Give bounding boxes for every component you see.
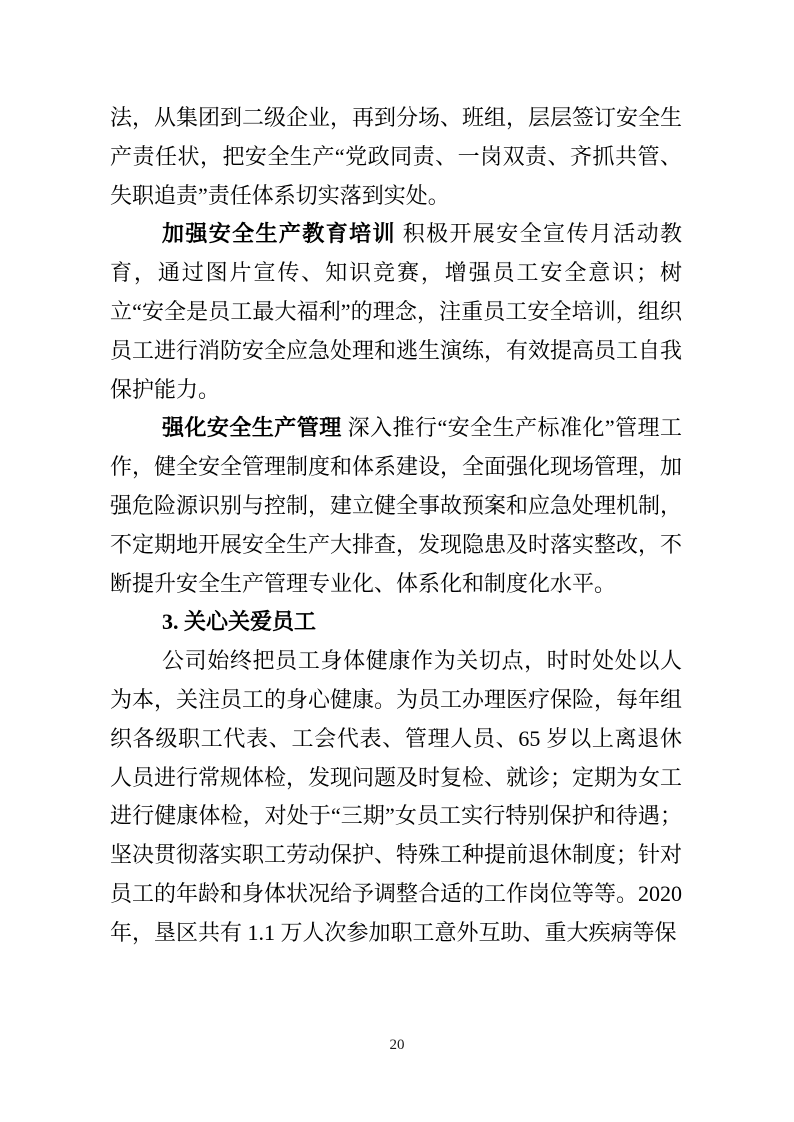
paragraph bbox=[110, 642, 682, 952]
page-number: 20 bbox=[389, 1037, 405, 1053]
paragraph bbox=[110, 99, 682, 215]
text-run: 法，从集团到二级企业，再到分场、班组，层层签订安全生产责任状，把安全生产“党政同责、一岗双责、齐抓共管、失职追责”责任体系切实落到实处。 bbox=[110, 105, 683, 208]
text-run: 积极开展安全宣传月活动教育，通过图片宣传、知识竞赛，增强员工安全意识；树立“安全是员工最大福利”的理念，注重员工安全培训，组织员工进行消防安全应急处理和逃生演练，有效提高员工自我保护能力。 bbox=[110, 221, 683, 402]
section-heading bbox=[110, 603, 682, 642]
paragraph bbox=[110, 215, 682, 409]
text-run-bold: 强化安全生产管理 bbox=[162, 415, 342, 441]
text-run-bold: 加强安全生产教育培训 bbox=[162, 221, 396, 247]
paragraph bbox=[110, 409, 682, 603]
text-run: 深入推行“安全生产标准化”管理工作，健全安全管理制度和体系建设，全面强化现场管理，加强危险源识别与控制，建立健全事故预案和应急处理机制，不定期地开展安全生产大排查，发现隐患及时落实整改，不断提升安全生产管理专业化、体系化和制度化水平。 bbox=[110, 415, 683, 596]
text-run-bold: 3. 关心关爱员工 bbox=[162, 609, 317, 635]
text-run: 公司始终把员工身体健康作为关切点，时时处处以人为本，关注员工的身心健康。为员工办理医疗保险，每年组织各级职工代表、工会代表、管理人员、65 岁以上离退休人员进行常规体检，发现问题及时复检、就诊；定期为女工进行健康体检，对处于“三期”女员工实行特别保护和待遇；坚决贯彻落实职工劳动保护、特殊工种提前退休制度；针对员工的年龄和身体状况给予调整合适的工作岗位等等。2020 年，垦区共有 1.1 万人次参加职工意外互助、重大疾病等保 bbox=[110, 648, 683, 945]
document-body bbox=[110, 99, 682, 953]
